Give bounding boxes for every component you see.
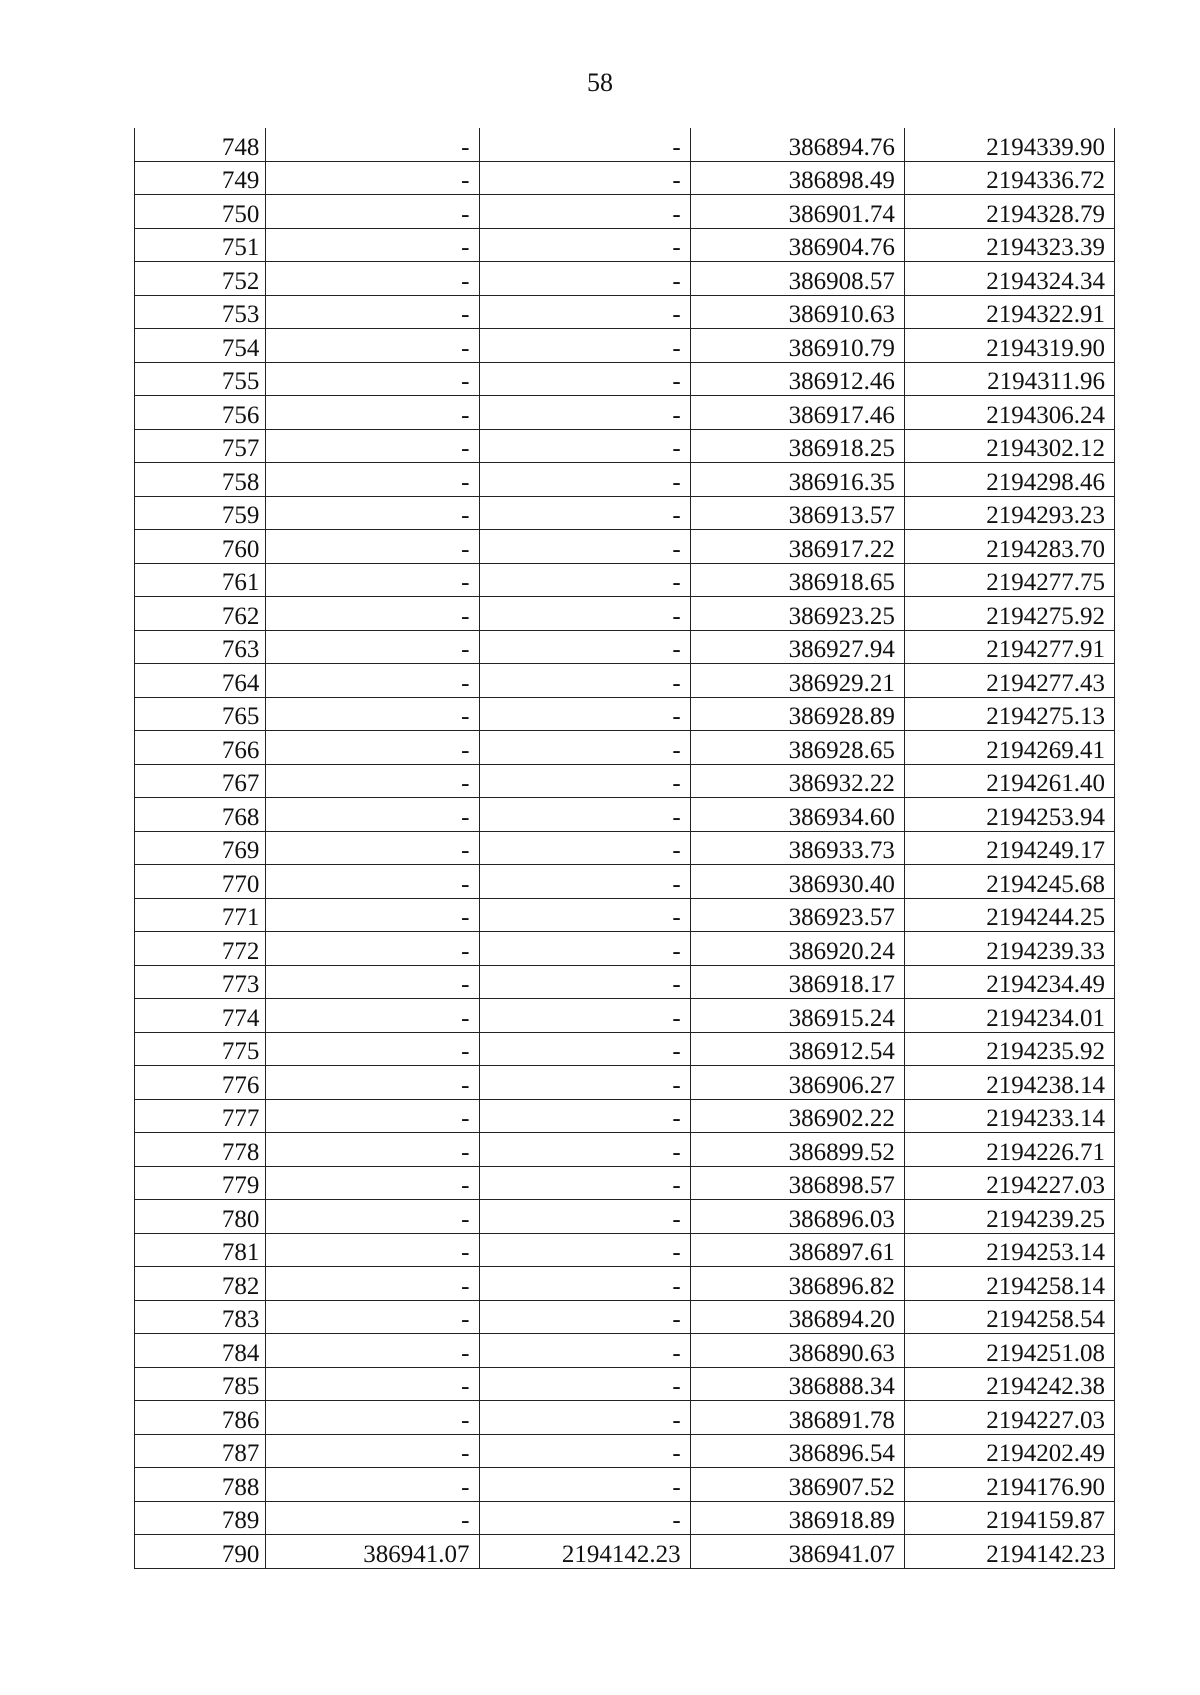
old-x-cell: -	[266, 1133, 479, 1167]
old-x-cell: -	[266, 195, 479, 229]
point-number-cell: 765	[135, 697, 266, 731]
old-y-cell: -	[479, 898, 690, 932]
new-y-cell: 2194251.08	[904, 1334, 1114, 1368]
old-x-cell: -	[266, 1300, 479, 1334]
table-row	[135, 362, 1115, 396]
point-number-cell: 758	[135, 463, 266, 497]
old-x-cell: -	[266, 932, 479, 966]
table-row	[135, 228, 1115, 262]
point-number-cell: 749	[135, 161, 266, 195]
point-number-cell: 772	[135, 932, 266, 966]
new-x-cell: 386917.22	[690, 530, 904, 564]
point-number-cell: 753	[135, 295, 266, 329]
old-y-cell: -	[479, 1133, 690, 1167]
old-y-cell: -	[479, 1032, 690, 1066]
old-x-cell: -	[266, 329, 479, 363]
old-x-cell: -	[266, 597, 479, 631]
new-y-cell: 2194293.23	[904, 496, 1114, 530]
old-x-cell: -	[266, 664, 479, 698]
table-row	[135, 932, 1115, 966]
new-y-cell: 2194277.75	[904, 563, 1114, 597]
old-y-cell: -	[479, 563, 690, 597]
point-number-cell: 781	[135, 1233, 266, 1267]
old-y-cell: -	[479, 1367, 690, 1401]
new-y-cell: 2194202.49	[904, 1434, 1114, 1468]
table-row	[135, 898, 1115, 932]
point-number-cell: 780	[135, 1200, 266, 1234]
point-number-cell: 785	[135, 1367, 266, 1401]
table-row	[135, 463, 1115, 497]
table-row	[135, 831, 1115, 865]
new-x-cell: 386934.60	[690, 798, 904, 832]
old-y-cell: -	[479, 1401, 690, 1435]
table-row	[135, 295, 1115, 329]
new-y-cell: 2194277.91	[904, 630, 1114, 664]
new-y-cell: 2194311.96	[904, 362, 1114, 396]
new-y-cell: 2194249.17	[904, 831, 1114, 865]
new-x-cell: 386918.25	[690, 429, 904, 463]
new-x-cell: 386918.65	[690, 563, 904, 597]
new-y-cell: 2194319.90	[904, 329, 1114, 363]
page-number: 58	[587, 68, 613, 97]
old-y-cell: -	[479, 1434, 690, 1468]
table-row	[135, 630, 1115, 664]
new-y-cell: 2194227.03	[904, 1166, 1114, 1200]
new-y-cell: 2194277.43	[904, 664, 1114, 698]
new-y-cell: 2194253.94	[904, 798, 1114, 832]
point-number-cell: 779	[135, 1166, 266, 1200]
new-x-cell: 386910.63	[690, 295, 904, 329]
old-x-cell: -	[266, 161, 479, 195]
old-y-cell: -	[479, 798, 690, 832]
old-y-cell: -	[479, 1300, 690, 1334]
new-x-cell: 386912.46	[690, 362, 904, 396]
old-y-cell: -	[479, 496, 690, 530]
table-row	[135, 999, 1115, 1033]
old-x-cell: -	[266, 831, 479, 865]
new-y-cell: 2194339.90	[904, 128, 1114, 161]
new-x-cell: 386923.57	[690, 898, 904, 932]
point-number-cell: 755	[135, 362, 266, 396]
new-x-cell: 386918.17	[690, 965, 904, 999]
point-number-cell: 767	[135, 764, 266, 798]
new-y-cell: 2194302.12	[904, 429, 1114, 463]
table-row	[135, 798, 1115, 832]
point-number-cell: 782	[135, 1267, 266, 1301]
new-y-cell: 2194234.49	[904, 965, 1114, 999]
table-row	[135, 664, 1115, 698]
point-number-cell: 760	[135, 530, 266, 564]
new-y-cell: 2194336.72	[904, 161, 1114, 195]
new-y-cell: 2194269.41	[904, 731, 1114, 765]
new-y-cell: 2194258.14	[904, 1267, 1114, 1301]
point-number-cell: 775	[135, 1032, 266, 1066]
old-y-cell: -	[479, 195, 690, 229]
point-number-cell: 768	[135, 798, 266, 832]
new-x-cell: 386891.78	[690, 1401, 904, 1435]
new-x-cell: 386899.52	[690, 1133, 904, 1167]
old-x-cell: -	[266, 1066, 479, 1100]
old-y-cell: -	[479, 1233, 690, 1267]
new-x-cell: 386904.76	[690, 228, 904, 262]
old-x-cell: -	[266, 798, 479, 832]
new-x-cell: 386901.74	[690, 195, 904, 229]
new-y-cell: 2194283.70	[904, 530, 1114, 564]
new-x-cell: 386941.07	[690, 1535, 904, 1569]
old-x-cell: -	[266, 1233, 479, 1267]
table-row	[135, 161, 1115, 195]
old-y-cell: -	[479, 1501, 690, 1535]
table-row	[135, 697, 1115, 731]
old-x-cell: -	[266, 697, 479, 731]
table-row	[135, 1133, 1115, 1167]
old-y-cell: -	[479, 965, 690, 999]
old-x-cell: -	[266, 496, 479, 530]
point-number-cell: 773	[135, 965, 266, 999]
table-row	[135, 1367, 1115, 1401]
new-y-cell: 2194275.13	[904, 697, 1114, 731]
point-number-cell: 762	[135, 597, 266, 631]
old-x-cell: -	[266, 1099, 479, 1133]
coordinate-table	[134, 128, 1115, 1569]
old-y-cell: -	[479, 932, 690, 966]
old-x-cell: -	[266, 1032, 479, 1066]
point-number-cell: 769	[135, 831, 266, 865]
point-number-cell: 759	[135, 496, 266, 530]
new-y-cell: 2194226.71	[904, 1133, 1114, 1167]
table-row	[135, 1267, 1115, 1301]
old-x-cell: -	[266, 1501, 479, 1535]
point-number-cell: 777	[135, 1099, 266, 1133]
new-x-cell: 386902.22	[690, 1099, 904, 1133]
old-x-cell: -	[266, 1434, 479, 1468]
point-number-cell: 748	[135, 128, 266, 161]
old-y-cell: -	[479, 161, 690, 195]
table-row	[135, 262, 1115, 296]
old-x-cell: -	[266, 128, 479, 161]
old-y-cell: -	[479, 999, 690, 1033]
table-row	[135, 1032, 1115, 1066]
new-x-cell: 386898.49	[690, 161, 904, 195]
new-y-cell: 2194258.54	[904, 1300, 1114, 1334]
new-x-cell: 386908.57	[690, 262, 904, 296]
point-number-cell: 774	[135, 999, 266, 1033]
new-y-cell: 2194244.25	[904, 898, 1114, 932]
old-x-cell: -	[266, 1468, 479, 1502]
old-x-cell: -	[266, 1334, 479, 1368]
old-y-cell: -	[479, 865, 690, 899]
new-y-cell: 2194233.14	[904, 1099, 1114, 1133]
new-y-cell: 2194239.33	[904, 932, 1114, 966]
new-x-cell: 386933.73	[690, 831, 904, 865]
table-row	[135, 1233, 1115, 1267]
old-x-cell: -	[266, 865, 479, 899]
new-y-cell: 2194253.14	[904, 1233, 1114, 1267]
new-x-cell: 386930.40	[690, 865, 904, 899]
table-row	[135, 195, 1115, 229]
table-row	[135, 1468, 1115, 1502]
table-row	[135, 128, 1115, 161]
point-number-cell: 786	[135, 1401, 266, 1435]
old-x-cell: -	[266, 1166, 479, 1200]
old-y-cell: -	[479, 1468, 690, 1502]
new-x-cell: 386916.35	[690, 463, 904, 497]
new-x-cell: 386907.52	[690, 1468, 904, 1502]
old-y-cell: -	[479, 1200, 690, 1234]
table-row	[135, 396, 1115, 430]
point-number-cell: 788	[135, 1468, 266, 1502]
old-y-cell: -	[479, 831, 690, 865]
point-number-cell: 778	[135, 1133, 266, 1167]
new-y-cell: 2194238.14	[904, 1066, 1114, 1100]
old-x-cell: -	[266, 563, 479, 597]
new-x-cell: 386888.34	[690, 1367, 904, 1401]
point-number-cell: 757	[135, 429, 266, 463]
old-y-cell: -	[479, 1066, 690, 1100]
new-y-cell: 2194176.90	[904, 1468, 1114, 1502]
new-y-cell: 2194159.87	[904, 1501, 1114, 1535]
new-y-cell: 2194322.91	[904, 295, 1114, 329]
point-number-cell: 789	[135, 1501, 266, 1535]
old-y-cell: -	[479, 463, 690, 497]
old-x-cell: -	[266, 965, 479, 999]
old-y-cell: -	[479, 295, 690, 329]
new-y-cell: 2194235.92	[904, 1032, 1114, 1066]
new-x-cell: 386918.89	[690, 1501, 904, 1535]
old-y-cell: -	[479, 396, 690, 430]
old-x-cell: -	[266, 898, 479, 932]
table-row	[135, 1401, 1115, 1435]
table-row	[135, 563, 1115, 597]
point-number-cell: 750	[135, 195, 266, 229]
old-y-cell: -	[479, 664, 690, 698]
new-y-cell: 2194261.40	[904, 764, 1114, 798]
point-number-cell: 763	[135, 630, 266, 664]
new-y-cell: 2194245.68	[904, 865, 1114, 899]
new-y-cell: 2194328.79	[904, 195, 1114, 229]
new-x-cell: 386915.24	[690, 999, 904, 1033]
table-row	[135, 597, 1115, 631]
new-x-cell: 386913.57	[690, 496, 904, 530]
point-number-cell: 751	[135, 228, 266, 262]
old-y-cell: -	[479, 1267, 690, 1301]
table-row	[135, 865, 1115, 899]
point-number-cell: 771	[135, 898, 266, 932]
table-row	[135, 965, 1115, 999]
table-row	[135, 764, 1115, 798]
old-y-cell: -	[479, 262, 690, 296]
old-y-cell: -	[479, 228, 690, 262]
old-y-cell: -	[479, 630, 690, 664]
point-number-cell: 752	[135, 262, 266, 296]
new-x-cell: 386890.63	[690, 1334, 904, 1368]
old-x-cell: -	[266, 999, 479, 1033]
old-y-cell: -	[479, 128, 690, 161]
table-body	[135, 128, 1115, 1568]
point-number-cell: 776	[135, 1066, 266, 1100]
old-y-cell: -	[479, 764, 690, 798]
old-x-cell: -	[266, 463, 479, 497]
new-x-cell: 386932.22	[690, 764, 904, 798]
old-x-cell: -	[266, 1200, 479, 1234]
table-row	[135, 530, 1115, 564]
point-number-cell: 764	[135, 664, 266, 698]
table-row	[135, 1501, 1115, 1535]
new-y-cell: 2194242.38	[904, 1367, 1114, 1401]
new-x-cell: 386898.57	[690, 1166, 904, 1200]
table-row	[135, 1334, 1115, 1368]
new-x-cell: 386929.21	[690, 664, 904, 698]
new-y-cell: 2194234.01	[904, 999, 1114, 1033]
point-number-cell: 761	[135, 563, 266, 597]
new-y-cell: 2194323.39	[904, 228, 1114, 262]
old-x-cell: -	[266, 530, 479, 564]
new-x-cell: 386896.03	[690, 1200, 904, 1234]
point-number-cell: 784	[135, 1334, 266, 1368]
new-y-cell: 2194306.24	[904, 396, 1114, 430]
new-y-cell: 2194324.34	[904, 262, 1114, 296]
old-x-cell: -	[266, 1367, 479, 1401]
old-y-cell: -	[479, 362, 690, 396]
new-x-cell: 386912.54	[690, 1032, 904, 1066]
old-x-cell: -	[266, 362, 479, 396]
old-x-cell: -	[266, 396, 479, 430]
new-x-cell: 386910.79	[690, 329, 904, 363]
point-number-cell: 766	[135, 731, 266, 765]
old-x-cell: -	[266, 731, 479, 765]
new-x-cell: 386896.82	[690, 1267, 904, 1301]
old-x-cell: -	[266, 429, 479, 463]
old-y-cell: -	[479, 1166, 690, 1200]
table-row	[135, 1099, 1115, 1133]
table-row	[135, 731, 1115, 765]
new-x-cell: 386927.94	[690, 630, 904, 664]
point-number-cell: 754	[135, 329, 266, 363]
old-y-cell: -	[479, 1099, 690, 1133]
new-x-cell: 386920.24	[690, 932, 904, 966]
old-y-cell: -	[479, 697, 690, 731]
new-x-cell: 386897.61	[690, 1233, 904, 1267]
old-y-cell: -	[479, 329, 690, 363]
new-x-cell: 386894.20	[690, 1300, 904, 1334]
old-y-cell: -	[479, 731, 690, 765]
point-number-cell: 790	[135, 1535, 266, 1569]
table-row	[135, 429, 1115, 463]
old-x-cell: 386941.07	[266, 1535, 479, 1569]
old-y-cell: -	[479, 597, 690, 631]
new-x-cell: 386928.65	[690, 731, 904, 765]
table-row	[135, 1200, 1115, 1234]
table-row	[135, 1300, 1115, 1334]
point-number-cell: 787	[135, 1434, 266, 1468]
old-x-cell: -	[266, 1401, 479, 1435]
point-number-cell: 770	[135, 865, 266, 899]
new-y-cell: 2194227.03	[904, 1401, 1114, 1435]
old-x-cell: -	[266, 295, 479, 329]
old-x-cell: -	[266, 262, 479, 296]
new-x-cell: 386894.76	[690, 128, 904, 161]
old-x-cell: -	[266, 764, 479, 798]
new-x-cell: 386917.46	[690, 396, 904, 430]
old-y-cell: -	[479, 530, 690, 564]
old-y-cell: 2194142.23	[479, 1535, 690, 1569]
new-y-cell: 2194298.46	[904, 463, 1114, 497]
new-x-cell: 386896.54	[690, 1434, 904, 1468]
old-y-cell: -	[479, 429, 690, 463]
point-number-cell: 783	[135, 1300, 266, 1334]
new-y-cell: 2194239.25	[904, 1200, 1114, 1234]
new-x-cell: 386906.27	[690, 1066, 904, 1100]
table-row	[135, 1066, 1115, 1100]
table-row	[135, 329, 1115, 363]
table-row	[135, 496, 1115, 530]
table-row	[135, 1535, 1115, 1569]
new-y-cell: 2194142.23	[904, 1535, 1114, 1569]
table-row	[135, 1166, 1115, 1200]
point-number-cell: 756	[135, 396, 266, 430]
old-x-cell: -	[266, 228, 479, 262]
new-y-cell: 2194275.92	[904, 597, 1114, 631]
table-row	[135, 1434, 1115, 1468]
old-x-cell: -	[266, 630, 479, 664]
old-x-cell: -	[266, 1267, 479, 1301]
new-x-cell: 386928.89	[690, 697, 904, 731]
old-y-cell: -	[479, 1334, 690, 1368]
new-x-cell: 386923.25	[690, 597, 904, 631]
